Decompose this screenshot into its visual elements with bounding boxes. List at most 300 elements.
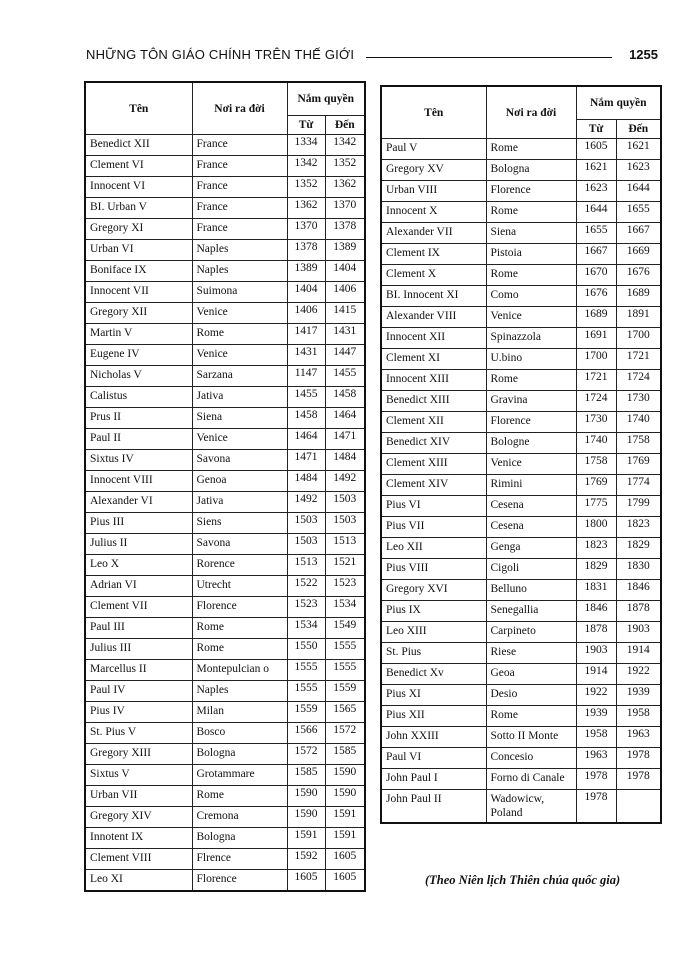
reign-from-cell: 1585	[287, 765, 325, 786]
reign-to-cell: 1590	[325, 786, 365, 807]
reign-to-cell: 1591	[325, 828, 365, 849]
birthplace-cell: Naples	[192, 681, 287, 702]
pope-name-cell: Leo XII	[381, 538, 486, 559]
table-row	[381, 244, 661, 265]
table-row	[85, 828, 365, 849]
reign-from-cell: 1566	[287, 723, 325, 744]
table-row	[381, 328, 661, 349]
birthplace-cell: Rome	[192, 786, 287, 807]
birthplace-cell: Siena	[486, 223, 576, 244]
reign-to-cell: 1903	[616, 622, 661, 643]
reign-from-cell: 1471	[287, 450, 325, 471]
reign-to-cell: 1415	[325, 303, 365, 324]
reign-from-cell: 1846	[576, 601, 616, 622]
birthplace-cell: Rome	[486, 202, 576, 223]
reign-to-cell: 1559	[325, 681, 365, 702]
reign-from-cell: 1555	[287, 660, 325, 681]
pope-name-cell: Julius III	[85, 639, 192, 660]
source-footnote: (Theo Niên lịch Thiên chúa quốc gia)	[425, 873, 621, 887]
pope-name-cell: Leo X	[85, 555, 192, 576]
reign-to-cell: 1342	[325, 135, 365, 156]
table-row	[85, 345, 365, 366]
table-row	[381, 685, 661, 706]
pope-name-cell: Gregory XIII	[85, 744, 192, 765]
reign-from-cell: 1775	[576, 496, 616, 517]
birthplace-cell: Rorence	[192, 555, 287, 576]
reign-to-cell: 1774	[616, 475, 661, 496]
table-row	[85, 744, 365, 765]
table-row	[85, 408, 365, 429]
reign-to-cell: 1455	[325, 366, 365, 387]
pope-name-cell: Martin V	[85, 324, 192, 345]
reign-from-cell: 1667	[576, 244, 616, 265]
pope-name-cell: Paul VI	[381, 748, 486, 769]
reign-from-cell: 1605	[576, 139, 616, 160]
birthplace-cell: Cesena	[486, 517, 576, 538]
birthplace-cell: Grotammare	[192, 765, 287, 786]
pope-name-cell: Alexander VIII	[381, 307, 486, 328]
birthplace-cell: Senegallia	[486, 601, 576, 622]
table-row	[85, 870, 365, 892]
pope-name-cell: Pius VII	[381, 517, 486, 538]
table-row	[85, 513, 365, 534]
reign-from-cell: 1513	[287, 555, 325, 576]
birthplace-cell: Rome	[192, 324, 287, 345]
reign-from-cell: 1352	[287, 177, 325, 198]
reign-from-cell: 1503	[287, 513, 325, 534]
table-row	[85, 156, 365, 177]
table-row	[381, 391, 661, 412]
reign-to-cell: 1958	[616, 706, 661, 727]
table-row	[381, 496, 661, 517]
reign-to-cell: 1458	[325, 387, 365, 408]
table-row	[85, 702, 365, 723]
popes-table-left	[84, 81, 366, 892]
pope-name-cell: John Paul II	[381, 790, 486, 824]
reign-to-cell: 1362	[325, 177, 365, 198]
pope-name-cell: Innocent VII	[85, 282, 192, 303]
col-header-from: Từ	[287, 116, 325, 135]
table-row	[381, 202, 661, 223]
pope-name-cell: Boniface IX	[85, 261, 192, 282]
table-row	[85, 282, 365, 303]
pope-name-cell: Gregory XIV	[85, 807, 192, 828]
reign-from-cell: 1903	[576, 643, 616, 664]
reign-to-cell: 1352	[325, 156, 365, 177]
pope-name-cell: Adrian VI	[85, 576, 192, 597]
table-row	[85, 177, 365, 198]
reign-from-cell: 1147	[287, 366, 325, 387]
table-row	[381, 580, 661, 601]
table-row	[381, 265, 661, 286]
col-header-name: Tên	[85, 82, 192, 135]
reign-from-cell: 1534	[287, 618, 325, 639]
birthplace-cell: Rimini	[486, 475, 576, 496]
table-row	[85, 555, 365, 576]
birthplace-cell: Sotto II Monte	[486, 727, 576, 748]
table-row	[85, 534, 365, 555]
reign-from-cell: 1342	[287, 156, 325, 177]
reign-from-cell: 1689	[576, 307, 616, 328]
birthplace-cell: Jativa	[192, 492, 287, 513]
birthplace-cell: Como	[486, 286, 576, 307]
reign-from-cell: 1590	[287, 807, 325, 828]
reign-to-cell: 1565	[325, 702, 365, 723]
pope-name-cell: Clement X	[381, 265, 486, 286]
reign-from-cell: 1370	[287, 219, 325, 240]
reign-from-cell: 1623	[576, 181, 616, 202]
reign-from-cell: 1417	[287, 324, 325, 345]
birthplace-cell: Montepulcian o	[192, 660, 287, 681]
birthplace-cell: Rome	[486, 706, 576, 727]
reign-to-cell: 1978	[616, 769, 661, 790]
birthplace-cell: Savona	[192, 450, 287, 471]
col-header-reign: Nắm quyền	[287, 82, 365, 116]
reign-to-cell: 1484	[325, 450, 365, 471]
birthplace-cell: France	[192, 177, 287, 198]
reign-from-cell: 1978	[576, 769, 616, 790]
table-row	[381, 517, 661, 538]
table-row	[381, 769, 661, 790]
reign-to-cell: 1963	[616, 727, 661, 748]
pope-name-cell: Sixtus IV	[85, 450, 192, 471]
left-table-body	[85, 135, 365, 892]
pope-name-cell: Marcellus II	[85, 660, 192, 681]
right-table-body	[381, 139, 661, 824]
birthplace-cell: Venice	[486, 307, 576, 328]
table-row	[381, 727, 661, 748]
reign-to-cell: 1799	[616, 496, 661, 517]
reign-to-cell: 1404	[325, 261, 365, 282]
pope-name-cell: Pius VI	[381, 496, 486, 517]
birthplace-cell: Desio	[486, 685, 576, 706]
table-row	[381, 475, 661, 496]
reign-from-cell: 1730	[576, 412, 616, 433]
table-row	[381, 790, 661, 824]
pope-name-cell: Gregory XII	[85, 303, 192, 324]
birthplace-cell: Rome	[486, 370, 576, 391]
birthplace-cell: Forno di Canale	[486, 769, 576, 790]
table-row	[85, 303, 365, 324]
reign-from-cell: 1644	[576, 202, 616, 223]
reign-to-cell: 1549	[325, 618, 365, 639]
reign-from-cell: 1431	[287, 345, 325, 366]
table-row	[85, 786, 365, 807]
birthplace-cell: Bologna	[486, 160, 576, 181]
reign-from-cell: 1484	[287, 471, 325, 492]
birthplace-cell: Bologna	[192, 828, 287, 849]
birthplace-cell: Jativa	[192, 387, 287, 408]
pope-name-cell: Paul V	[381, 139, 486, 160]
pope-name-cell: Gregory XVI	[381, 580, 486, 601]
table-row	[381, 538, 661, 559]
reign-to-cell: 1823	[616, 517, 661, 538]
birthplace-cell: Venice	[192, 303, 287, 324]
pope-name-cell: Leo XI	[85, 870, 192, 892]
table-row	[381, 349, 661, 370]
reign-to-cell: 1830	[616, 559, 661, 580]
table-row	[85, 261, 365, 282]
reign-to-cell: 1370	[325, 198, 365, 219]
reign-to-cell: 1878	[616, 601, 661, 622]
reign-from-cell: 1455	[287, 387, 325, 408]
reign-to-cell: 1689	[616, 286, 661, 307]
reign-from-cell: 1758	[576, 454, 616, 475]
pope-name-cell: Urban VIII	[381, 181, 486, 202]
pope-name-cell: Innocent VIII	[85, 471, 192, 492]
table-row	[85, 135, 365, 156]
reign-from-cell: 1406	[287, 303, 325, 324]
birthplace-cell: Venice	[192, 345, 287, 366]
birthplace-cell: Cesena	[486, 496, 576, 517]
reign-from-cell: 1572	[287, 744, 325, 765]
birthplace-cell: Florence	[486, 181, 576, 202]
reign-to-cell: 1724	[616, 370, 661, 391]
reign-from-cell: 1404	[287, 282, 325, 303]
reign-to-cell	[616, 790, 661, 824]
pope-name-cell: Leo XIII	[381, 622, 486, 643]
pope-name-cell: Pius VIII	[381, 559, 486, 580]
reign-to-cell: 1492	[325, 471, 365, 492]
table-row	[381, 664, 661, 685]
reign-from-cell: 1590	[287, 786, 325, 807]
birthplace-cell: Bologna	[192, 744, 287, 765]
pope-name-cell: Pius XI	[381, 685, 486, 706]
pope-name-cell: Alexander VI	[85, 492, 192, 513]
reign-from-cell: 1605	[287, 870, 325, 892]
pope-name-cell: Urban VII	[85, 786, 192, 807]
reign-from-cell: 1378	[287, 240, 325, 261]
reign-from-cell: 1914	[576, 664, 616, 685]
popes-table-right	[380, 85, 662, 824]
reign-from-cell: 1823	[576, 538, 616, 559]
reign-from-cell: 1958	[576, 727, 616, 748]
pope-name-cell: Paul II	[85, 429, 192, 450]
pope-name-cell: Clement VIII	[85, 849, 192, 870]
birthplace-cell: Savona	[192, 534, 287, 555]
reign-to-cell: 1721	[616, 349, 661, 370]
reign-from-cell: 1963	[576, 748, 616, 769]
birthplace-cell: Pistoia	[486, 244, 576, 265]
table-row	[85, 723, 365, 744]
pope-name-cell: John XXIII	[381, 727, 486, 748]
birthplace-cell: Geoa	[486, 664, 576, 685]
col-header-birthplace: Nơi ra đời	[192, 82, 287, 135]
birthplace-cell: Wadowicw, Poland	[486, 790, 576, 824]
reign-to-cell: 1667	[616, 223, 661, 244]
birthplace-cell: Siena	[192, 408, 287, 429]
reign-to-cell: 1471	[325, 429, 365, 450]
reign-to-cell: 1676	[616, 265, 661, 286]
birthplace-cell: Florence	[192, 870, 287, 892]
pope-name-cell: BI. Innocent XI	[381, 286, 486, 307]
pope-name-cell: Benedict XIII	[381, 391, 486, 412]
reign-to-cell: 1758	[616, 433, 661, 454]
reign-to-cell: 1922	[616, 664, 661, 685]
pope-name-cell: Eugene IV	[85, 345, 192, 366]
reign-to-cell: 1669	[616, 244, 661, 265]
pope-name-cell: Benedict XIV	[381, 433, 486, 454]
reign-to-cell: 1623	[616, 160, 661, 181]
table-row	[85, 492, 365, 513]
pope-name-cell: Alexander VII	[381, 223, 486, 244]
reign-from-cell: 1503	[287, 534, 325, 555]
birthplace-cell: Florence	[192, 597, 287, 618]
page-header	[86, 47, 662, 67]
birthplace-cell: France	[192, 156, 287, 177]
reign-to-cell: 1585	[325, 744, 365, 765]
pope-name-cell: Nicholas V	[85, 366, 192, 387]
reign-from-cell: 1458	[287, 408, 325, 429]
reign-to-cell: 1605	[325, 849, 365, 870]
pope-name-cell: Clement VII	[85, 597, 192, 618]
birthplace-cell: Venice	[486, 454, 576, 475]
reign-to-cell: 1740	[616, 412, 661, 433]
header-rule	[366, 57, 612, 58]
reign-to-cell: 1891	[616, 307, 661, 328]
reign-from-cell: 1591	[287, 828, 325, 849]
table-row	[381, 139, 661, 160]
pope-name-cell: Benedict XII	[85, 135, 192, 156]
reign-from-cell: 1655	[576, 223, 616, 244]
table-row	[381, 601, 661, 622]
birthplace-cell: Cremona	[192, 807, 287, 828]
reign-to-cell: 1829	[616, 538, 661, 559]
birthplace-cell: Genga	[486, 538, 576, 559]
reign-to-cell: 1590	[325, 765, 365, 786]
birthplace-cell: Carpineto	[486, 622, 576, 643]
table-row	[381, 454, 661, 475]
table-row	[381, 160, 661, 181]
reign-from-cell: 1700	[576, 349, 616, 370]
table-row	[381, 622, 661, 643]
birthplace-cell: Riese	[486, 643, 576, 664]
col-header-from: Từ	[576, 120, 616, 139]
reign-to-cell: 1555	[325, 660, 365, 681]
reign-to-cell: 1914	[616, 643, 661, 664]
col-header-to: Đến	[325, 116, 365, 135]
reign-to-cell: 1464	[325, 408, 365, 429]
reign-to-cell: 1503	[325, 513, 365, 534]
pope-name-cell: Paul III	[85, 618, 192, 639]
table-row	[381, 286, 661, 307]
table-row	[85, 849, 365, 870]
reign-to-cell: 1939	[616, 685, 661, 706]
table-row	[85, 366, 365, 387]
table-row	[85, 240, 365, 261]
reign-from-cell: 1724	[576, 391, 616, 412]
table-row	[85, 765, 365, 786]
col-header-name: Tên	[381, 86, 486, 139]
birthplace-cell: Suimona	[192, 282, 287, 303]
birthplace-cell: Concesio	[486, 748, 576, 769]
pope-name-cell: Prus II	[85, 408, 192, 429]
table-row	[85, 618, 365, 639]
pope-name-cell: Calistus	[85, 387, 192, 408]
pope-name-cell: Innotent IX	[85, 828, 192, 849]
reign-from-cell: 1621	[576, 160, 616, 181]
birthplace-cell: Belluno	[486, 580, 576, 601]
reign-to-cell: 1730	[616, 391, 661, 412]
birthplace-cell: France	[192, 135, 287, 156]
birthplace-cell: Genoa	[192, 471, 287, 492]
table-row	[85, 219, 365, 240]
reign-from-cell: 1559	[287, 702, 325, 723]
table-row	[381, 706, 661, 727]
reign-from-cell: 1922	[576, 685, 616, 706]
table-row	[85, 660, 365, 681]
pope-name-cell: BI. Urban V	[85, 198, 192, 219]
reign-to-cell: 1513	[325, 534, 365, 555]
table-row	[85, 429, 365, 450]
reign-from-cell: 1389	[287, 261, 325, 282]
pope-name-cell: Clement XIII	[381, 454, 486, 475]
pope-name-cell: Sixtus V	[85, 765, 192, 786]
pope-name-cell: Gregory XI	[85, 219, 192, 240]
birthplace-cell: Utrecht	[192, 576, 287, 597]
reign-to-cell: 1605	[325, 870, 365, 892]
reign-to-cell: 1555	[325, 639, 365, 660]
reign-from-cell: 1523	[287, 597, 325, 618]
table-row	[381, 181, 661, 202]
reign-to-cell: 1523	[325, 576, 365, 597]
pope-name-cell: Innocent XII	[381, 328, 486, 349]
birthplace-cell: Sarzana	[192, 366, 287, 387]
birthplace-cell: Naples	[192, 261, 287, 282]
reign-to-cell: 1534	[325, 597, 365, 618]
reign-from-cell: 1362	[287, 198, 325, 219]
birthplace-cell: Rome	[486, 265, 576, 286]
reign-to-cell: 1447	[325, 345, 365, 366]
reign-to-cell: 1521	[325, 555, 365, 576]
table-row	[381, 643, 661, 664]
table-row	[85, 450, 365, 471]
reign-from-cell: 1522	[287, 576, 325, 597]
reign-to-cell: 1431	[325, 324, 365, 345]
reign-to-cell: 1378	[325, 219, 365, 240]
birthplace-cell: U.bino	[486, 349, 576, 370]
pope-name-cell: Pius IX	[381, 601, 486, 622]
table-row	[85, 198, 365, 219]
col-header-reign: Nắm quyền	[576, 86, 661, 120]
reign-from-cell: 1334	[287, 135, 325, 156]
table-row	[85, 471, 365, 492]
birthplace-cell: France	[192, 198, 287, 219]
reign-from-cell: 1464	[287, 429, 325, 450]
pope-name-cell: Paul IV	[85, 681, 192, 702]
reign-from-cell: 1676	[576, 286, 616, 307]
birthplace-cell: Spinazzola	[486, 328, 576, 349]
birthplace-cell: Rome	[192, 639, 287, 660]
table-row	[381, 370, 661, 391]
table-row	[85, 387, 365, 408]
page-number: 1255	[629, 47, 658, 62]
birthplace-cell: Venice	[192, 429, 287, 450]
pope-name-cell: Innocent X	[381, 202, 486, 223]
pope-name-cell: Clement XI	[381, 349, 486, 370]
reign-from-cell: 1555	[287, 681, 325, 702]
birthplace-cell: Bologne	[486, 433, 576, 454]
reign-from-cell: 1691	[576, 328, 616, 349]
table-row	[85, 324, 365, 345]
col-header-birthplace: Nơi ra đời	[486, 86, 576, 139]
table-row	[381, 433, 661, 454]
reign-from-cell: 1878	[576, 622, 616, 643]
pope-name-cell: Pius XII	[381, 706, 486, 727]
table-row	[381, 412, 661, 433]
birthplace-cell: Gravina	[486, 391, 576, 412]
birthplace-cell: Cigoli	[486, 559, 576, 580]
